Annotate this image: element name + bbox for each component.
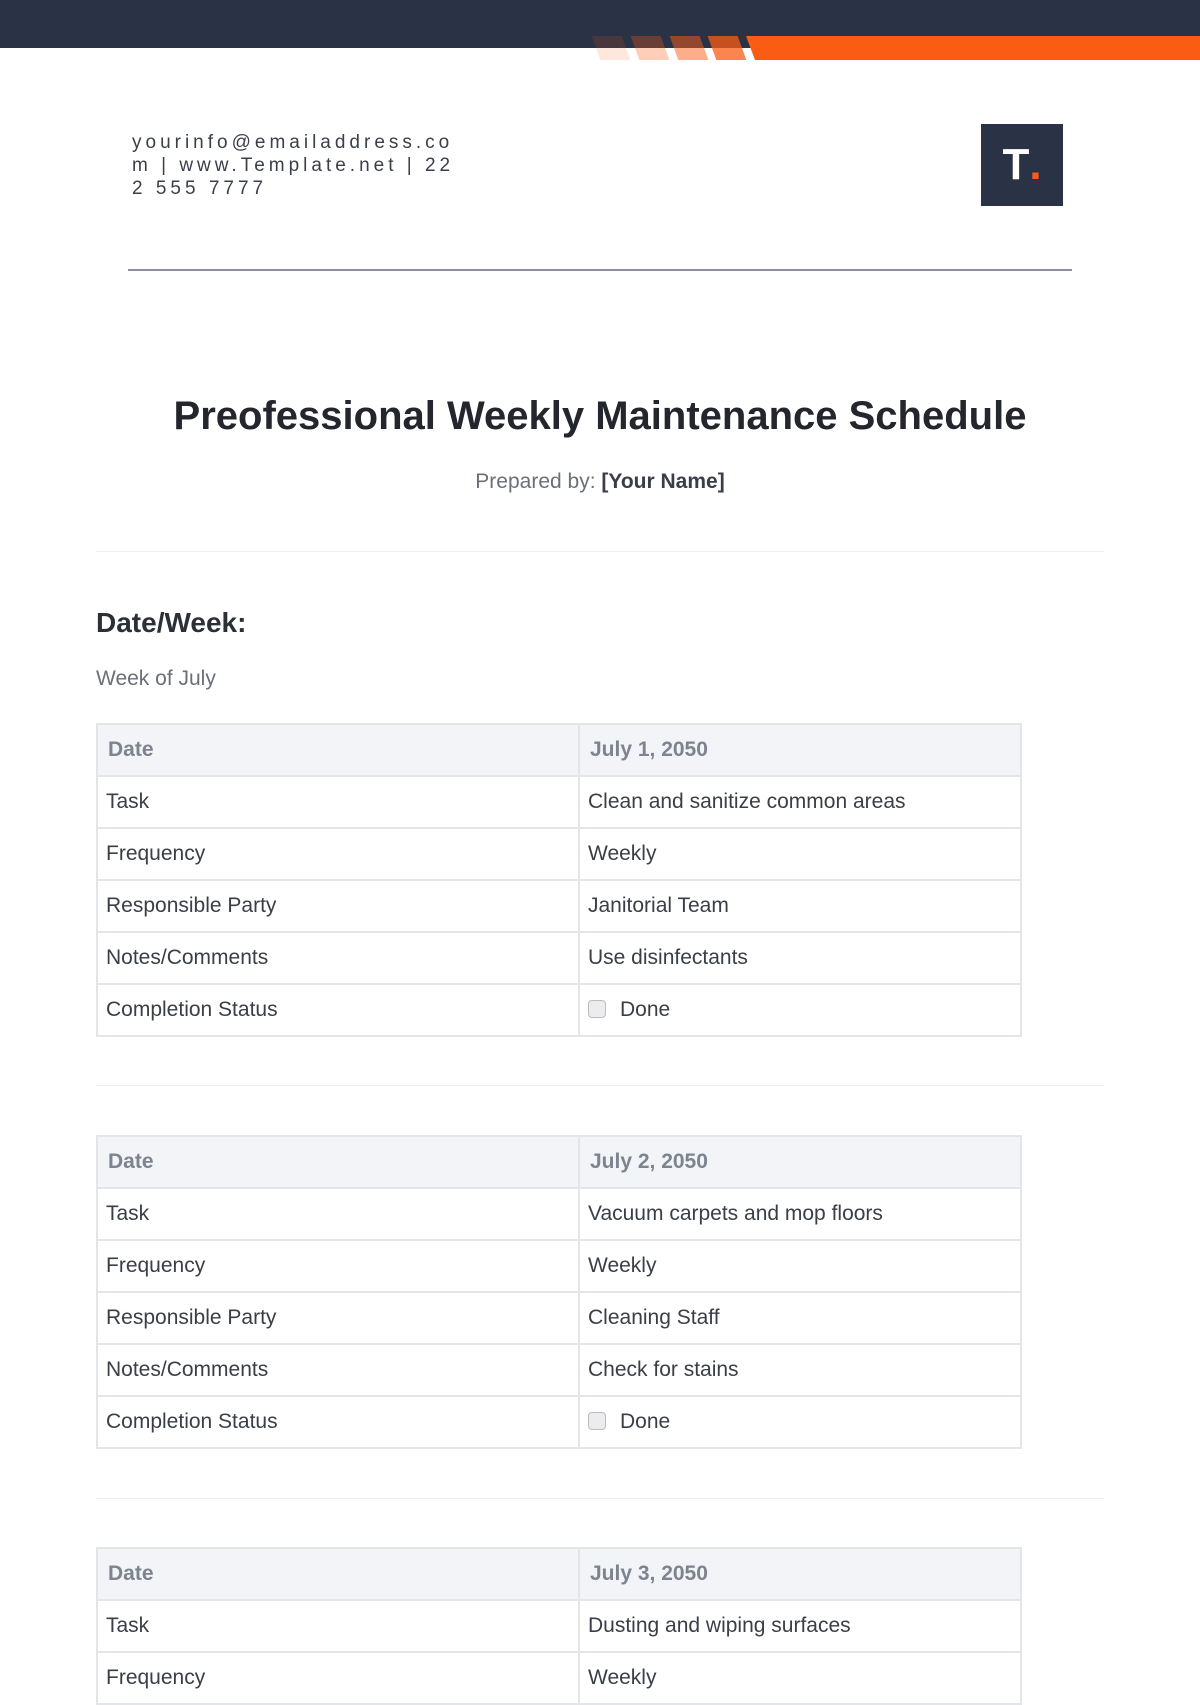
row-value bbox=[579, 776, 1021, 828]
cell-text: July 1, 2050 bbox=[590, 738, 708, 761]
cell-text: Completion Status bbox=[106, 1410, 278, 1433]
row-label bbox=[97, 776, 579, 828]
cell-text: Weekly bbox=[588, 1254, 657, 1277]
done-checkbox[interactable] bbox=[588, 1000, 606, 1018]
row-label bbox=[97, 1292, 579, 1344]
cell-text: Frequency bbox=[106, 842, 206, 865]
schedule-table bbox=[96, 1547, 1022, 1705]
cell-text: Check for stains bbox=[588, 1358, 739, 1381]
row-value bbox=[579, 1600, 1021, 1652]
cell-text: Weekly bbox=[588, 842, 657, 865]
header-divider bbox=[128, 269, 1072, 271]
row-label bbox=[97, 1548, 579, 1600]
page-title: Preofessional Weekly Maintenance Schedule bbox=[173, 394, 1027, 438]
cell-text: Completion Status bbox=[106, 998, 278, 1021]
cell-text: Frequency bbox=[106, 1254, 206, 1277]
cell-text: Weekly bbox=[588, 1666, 657, 1689]
row-value bbox=[579, 1240, 1021, 1292]
row-label bbox=[97, 1652, 579, 1704]
table-row bbox=[97, 828, 1021, 880]
row-value bbox=[579, 828, 1021, 880]
week-label: Week of July bbox=[96, 667, 216, 690]
cell-text: Notes/Comments bbox=[106, 946, 269, 969]
table-row bbox=[97, 1136, 1021, 1188]
row-value bbox=[579, 1188, 1021, 1240]
row-label bbox=[97, 932, 579, 984]
cell-text: July 3, 2050 bbox=[590, 1562, 708, 1585]
schedule-table bbox=[96, 723, 1022, 1037]
cell-text: Frequency bbox=[106, 1666, 206, 1689]
cell-text: Task bbox=[106, 1614, 150, 1637]
cell-text: Date bbox=[108, 738, 154, 761]
cell-text: Done bbox=[620, 998, 671, 1021]
row-value bbox=[579, 1344, 1021, 1396]
done-checkbox[interactable] bbox=[588, 1412, 606, 1430]
logo-letter: T bbox=[1002, 140, 1030, 189]
divider bbox=[96, 551, 1104, 552]
row-value bbox=[579, 724, 1021, 776]
prepared-value: [Your Name] bbox=[601, 470, 725, 493]
row-label bbox=[97, 828, 579, 880]
row-value bbox=[579, 1652, 1021, 1704]
cell-text: July 2, 2050 bbox=[590, 1150, 708, 1173]
cell-text: Janitorial Team bbox=[588, 894, 729, 917]
table-row bbox=[97, 1548, 1021, 1600]
row-value bbox=[579, 1292, 1021, 1344]
table-row bbox=[97, 1292, 1021, 1344]
divider bbox=[96, 1085, 1104, 1086]
row-value bbox=[579, 984, 1021, 1036]
row-label bbox=[97, 880, 579, 932]
row-label bbox=[97, 1344, 579, 1396]
divider bbox=[96, 1498, 1104, 1499]
cell-text: Notes/Comments bbox=[106, 1358, 269, 1381]
cell-text: Done bbox=[620, 1410, 671, 1433]
row-label bbox=[97, 724, 579, 776]
table-row bbox=[97, 1396, 1021, 1448]
contact-info: yourinfo@emailaddress.com | www.Template.net | 222 555 7777 bbox=[132, 132, 455, 199]
cell-text: Date bbox=[108, 1562, 154, 1585]
table-row bbox=[97, 1240, 1021, 1292]
row-label bbox=[97, 1240, 579, 1292]
prepared-label: Prepared by: bbox=[475, 470, 596, 493]
cell-text: Cleaning Staff bbox=[588, 1306, 720, 1329]
table-row bbox=[97, 724, 1021, 776]
row-label bbox=[97, 1188, 579, 1240]
logo-dot: . bbox=[1029, 140, 1042, 189]
row-label bbox=[97, 1396, 579, 1448]
row-value bbox=[579, 932, 1021, 984]
table-row bbox=[97, 1600, 1021, 1652]
accent-bar bbox=[746, 36, 1200, 60]
prepared-by bbox=[0, 470, 1200, 494]
row-value bbox=[579, 880, 1021, 932]
row-value bbox=[579, 1548, 1021, 1600]
row-value bbox=[579, 1396, 1021, 1448]
table-row bbox=[97, 880, 1021, 932]
cell-text: Responsible Party bbox=[106, 894, 277, 917]
cell-text: Use disinfectants bbox=[588, 946, 748, 969]
logo bbox=[981, 124, 1063, 206]
table-row bbox=[97, 1344, 1021, 1396]
cell-text: Dusting and wiping surfaces bbox=[588, 1614, 851, 1637]
cell-text: Task bbox=[106, 1202, 150, 1225]
table-row bbox=[97, 1188, 1021, 1240]
section-heading: Date/Week: bbox=[96, 607, 247, 638]
row-label bbox=[97, 1136, 579, 1188]
table-row bbox=[97, 1652, 1021, 1704]
cell-text: Clean and sanitize common areas bbox=[588, 790, 906, 813]
cell-text: Responsible Party bbox=[106, 1306, 277, 1329]
cell-text: Vacuum carpets and mop floors bbox=[588, 1202, 883, 1225]
table-row bbox=[97, 776, 1021, 828]
row-value bbox=[579, 1136, 1021, 1188]
schedule-table bbox=[96, 1135, 1022, 1449]
cell-text: Date bbox=[108, 1150, 154, 1173]
table-row bbox=[97, 932, 1021, 984]
cell-text: Task bbox=[106, 790, 150, 813]
row-label bbox=[97, 984, 579, 1036]
row-label bbox=[97, 1600, 579, 1652]
table-row bbox=[97, 984, 1021, 1036]
